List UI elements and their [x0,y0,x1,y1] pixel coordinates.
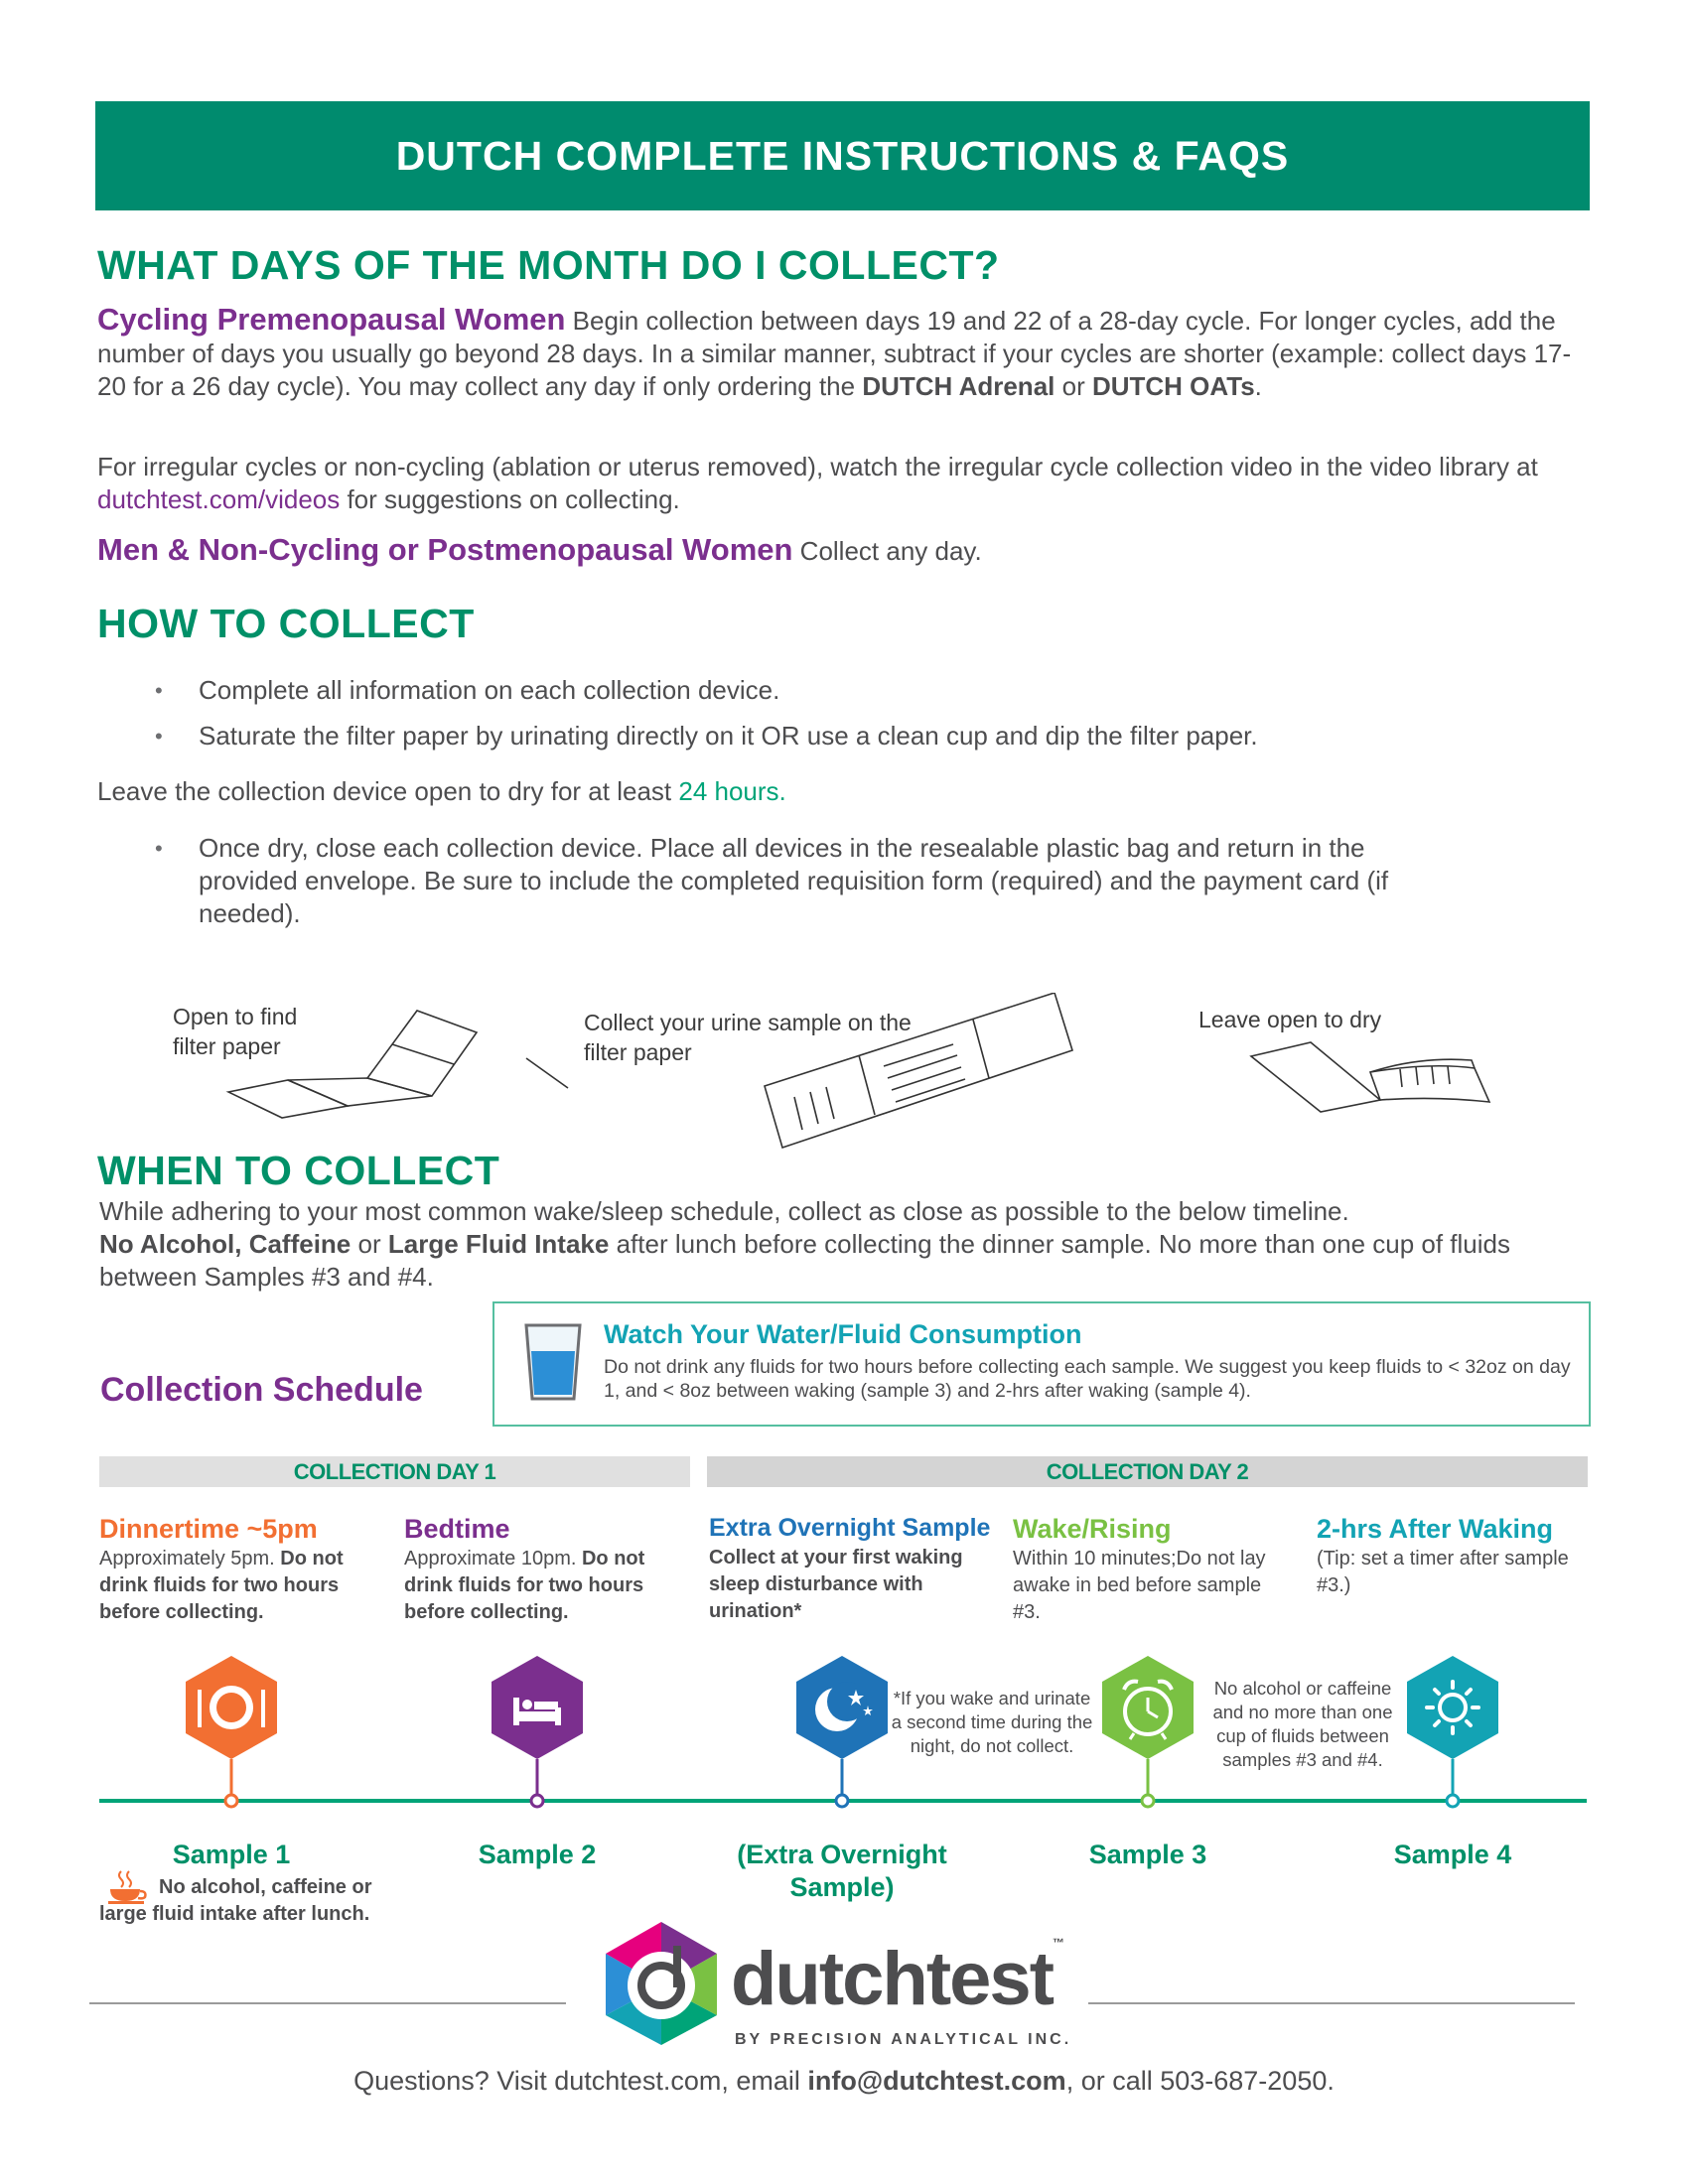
sample-4-label: Sample 4 [1393,1840,1512,1869]
sample-2-desc: Approximate 10pm. [404,1548,582,1570]
collection-device-illustrations [199,993,1509,1171]
tip-title: Watch Your Water/Fluid Consumption [604,1319,1082,1349]
page-banner [95,101,1590,210]
sample-4-description [1317,1513,1590,1599]
schedule-title: Collection Schedule [100,1371,423,1409]
when-bold-1: No Alcohol, Caffeine [99,1229,352,1259]
when-line-1: While adhering to your most common wake/sleep schedule, collect as close as possible to the below timeline. [99,1196,1349,1226]
footer-rule-left [89,2002,566,2004]
caffeine-note: No alcohol, caffeine or large fluid intake after lunch. [99,1876,372,1925]
sample-2-description [404,1513,672,1626]
sample-1-title: Dinnertime ~5pm [99,1514,318,1544]
how-bullets-2 [97,832,1448,943]
sample-2-label: Sample 2 [478,1840,597,1869]
when-text-rest: after lunch before collecting the dinner sample. No more than one cup of fluids between Samples #3 and #4. [99,1229,1510,1292]
drying-device-drawing [1251,1042,1489,1112]
when-paragraph [99,1195,1589,1294]
men-text: Collect any day. [792,536,982,566]
sample-device-drawing [526,993,1072,1148]
how-bullets-1 [97,674,1587,765]
cycling-text-3: . [1254,371,1262,401]
sun-icon [1407,1656,1498,1807]
when-heading: WHEN TO COLLECT [97,1148,500,1193]
bed-icon [492,1656,583,1807]
sample-1-desc: Approximately 5pm. [99,1548,281,1570]
men-label: Men & Non-Cycling or Postmenopausal Women [97,532,793,567]
days-heading: WHAT DAYS OF THE MONTH DO I COLLECT? [97,242,1000,288]
fluid-tip-box [492,1301,1591,1427]
open-device-drawing [228,1011,477,1118]
collection-day-2-header: COLLECTION DAY 2 [707,1456,1588,1487]
extra-sample-title: Extra Overnight Sample [709,1514,991,1542]
cycling-label: Cycling Premenopausal Women [97,302,566,337]
cycling-paragraph [97,303,1587,403]
sample-1-bold: Do not drink fluids for two hours before collecting. [99,1548,344,1623]
footer-email[interactable]: info@dutchtest.com [807,2066,1066,2096]
how-heading: HOW TO COLLECT [97,601,475,646]
logo-subtitle: BY PRECISION ANALYTICAL INC. [735,2031,1072,2048]
sample-4-desc: (Tip: set a timer after sample #3.) [1317,1548,1569,1596]
sample-1-description [99,1513,367,1626]
dutchtest-logo-mark [600,1920,723,2047]
collection-day-1-header: COLLECTION DAY 1 [99,1456,690,1487]
diagram-label-collect: Collect your urine sample on the filter paper [584,1010,912,1065]
how-bullet-1: • Complete all information on each collection device. [97,674,1587,707]
extra-sample-label: (Extra Overnight Sample) [737,1840,947,1902]
logo-name: dutchtest [731,1937,1053,2021]
collection-timeline [0,1638,1688,1817]
sample-4-title: 2-hrs After Waking [1317,1514,1554,1544]
tip-body: Do not drink any fluids for two hours before collecting each sample. We suggest you keep fluids to < 32oz on day 1, and < 8oz between waking (sample 3) and 2-hrs after waking (sample 4). [604,1356,1571,1402]
videos-link[interactable]: dutchtest.com/videos [97,484,341,514]
samples-3-4-note: No alcohol or caffeine and no more than one cup of fluids between samples #3 and #4. [1212,1678,1393,1770]
diagram-label-dry: Leave open to dry [1198,1007,1382,1032]
sample-3-desc: Within 10 minutes;Do not lay awake in bed before sample #3. [1013,1548,1266,1623]
cycling-bold-2: DUTCH OATs [1091,371,1255,401]
extra-sample-bold: Collect at your first waking sleep disturbance with urination* [709,1547,963,1622]
logo-tm: ™ [1053,1936,1064,1950]
dry-text: Leave the collection device open to dry for at least [97,776,679,806]
dutchtest-logo-text [731,1936,1064,2022]
men-paragraph [97,533,1587,568]
sample-2-bold: Do not drink fluids for two hours before collecting. [404,1548,645,1623]
dry-paragraph [97,775,786,808]
sample-3-description [1013,1513,1281,1626]
extra-sample-description [709,1512,1007,1625]
when-text-or: or [351,1229,388,1259]
moon-stars-icon [796,1656,888,1807]
irregular-text-2: for suggestions on collecting. [340,484,680,514]
irregular-paragraph [97,451,1567,516]
overnight-note: *If you wake and urinate a second time during the night, do not collect. [891,1688,1093,1756]
cycling-text-1: Begin collection between days 19 and 22 of a 28-day cycle. For longer cycles, add the number of days you usually go beyond 28 days. In a similar manner, subtract if your cycles are shorter (example: collect days 17-20 for a 26 day cycle). You may collect any day if only ordering the [97,306,1572,401]
sample-3-title: Wake/Rising [1013,1514,1172,1544]
sample-1-label: Sample 1 [172,1840,291,1869]
footer-contact [0,2066,1688,2097]
cycling-text-2: or [1055,371,1092,401]
alarm-clock-icon [1102,1656,1194,1807]
footer-rule-right [1088,2002,1575,2004]
irregular-text-1: For irregular cycles or non-cycling (ablation or uterus removed), watch the irregular cycle collection video in the video library at [97,452,1538,481]
water-glass-icon [522,1321,584,1403]
sample-3-label: Sample 3 [1088,1840,1207,1869]
cycling-bold-1: DUTCH Adrenal [862,371,1055,401]
when-bold-2: Large Fluid Intake [387,1229,610,1259]
banner-title: DUTCH COMPLETE INSTRUCTIONS & FAQS [395,132,1290,179]
sample-2-title: Bedtime [404,1514,510,1544]
dinner-plate-icon [186,1656,277,1807]
how-bullet-3: • Once dry, close each collection device. Place all devices in the resealable plastic bag and return in the provided envelope. Be sure to include the completed requisition form (required) and the payment card (if needed). [97,832,1448,930]
footer-text-2: , or call 503-687-2050. [1065,2066,1335,2096]
footer-text-1: Questions? Visit dutchtest.com, email [353,2066,808,2096]
diagram-label-open: Open to find filter paper [173,1004,298,1059]
how-bullet-2: • Saturate the filter paper by urinating directly on it OR use a clean cup and dip the filter paper. [97,720,1587,752]
dry-highlight: 24 hours. [678,776,786,806]
